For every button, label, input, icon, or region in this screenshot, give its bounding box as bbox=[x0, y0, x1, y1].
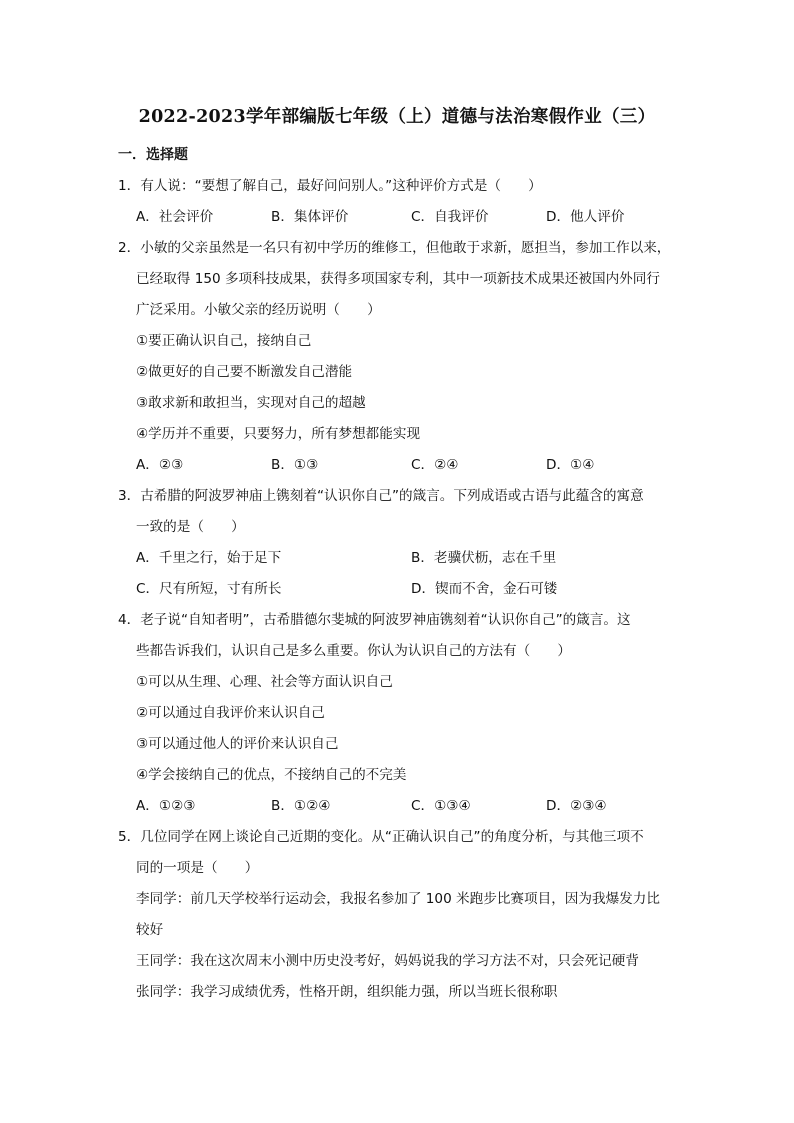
option-c: C．尺有所短，寸有所长 bbox=[136, 581, 282, 597]
statement-item: ③敢求新和敢担当，实现对自己的超越 bbox=[136, 395, 366, 411]
options-row bbox=[0, 574, 794, 605]
question-5 bbox=[0, 822, 794, 1008]
student-statement: 张同学：我学习成绩优秀，性格开朗，组织能力强，所以当班长很称职 bbox=[136, 984, 558, 1000]
question-stem: 一致的是（ ） bbox=[136, 519, 245, 535]
statement-item: ②做更好的自己要不断激发自己潜能 bbox=[136, 364, 353, 380]
option-c: C．①③④ bbox=[411, 798, 471, 814]
option-b: B．①③ bbox=[271, 457, 319, 473]
option-d: D．①④ bbox=[546, 457, 595, 473]
option-a: A．①②③ bbox=[136, 798, 196, 814]
statement-item: ②可以通过自我评价来认识自己 bbox=[136, 705, 325, 721]
option-a: A．②③ bbox=[136, 457, 184, 473]
options-row bbox=[0, 202, 794, 233]
section-heading: 一．选择题 bbox=[118, 147, 188, 163]
question-stem: 3．古希腊的阿波罗神庙上镌刻着“认识你自己”的箴言。下列成语或古语与此蕴含的寓意 bbox=[118, 488, 644, 504]
option-b: B．老骥伏枥，志在千里 bbox=[411, 550, 557, 566]
option-b: B．①②④ bbox=[271, 798, 331, 814]
student-statement: 王同学：我在这次周末小测中历史没考好，妈妈说我的学习方法不对，只会死记硬背 bbox=[136, 953, 639, 969]
question-stem: 4．老子说“自知者明”，古希腊德尔斐城的阿波罗神庙镌刻着“认识你自己”的箴言。这 bbox=[118, 612, 631, 628]
statement-item: ④学会接纳自己的优点，不接纳自己的不完美 bbox=[136, 767, 407, 783]
question-stem: 2．小敏的父亲虽然是一名只有初中学历的维修工，但他敢于求新，愿担当，参加工作以来， bbox=[118, 240, 671, 256]
student-statement: 李同学：前几天学校举行运动会，我报名参加了 100 米跑步比赛项目，因为我爆发力比 bbox=[136, 891, 660, 907]
question-3 bbox=[0, 481, 794, 605]
question-4 bbox=[0, 605, 794, 822]
options-row bbox=[0, 450, 794, 481]
option-a: A．社会评价 bbox=[136, 209, 214, 225]
option-c: C．自我评价 bbox=[411, 209, 489, 225]
question-stem: 些都告诉我们，认识自己是多么重要。你认为认识自己的方法有（ ） bbox=[136, 643, 571, 659]
question-2 bbox=[0, 233, 794, 481]
question-stem: 5．几位同学在网上谈论自己近期的变化。从“正确认识自己”的角度分析，与其他三项不 bbox=[118, 829, 644, 845]
document-title: 2022-2023学年部编版七年级（上）道德与法治寒假作业（三） bbox=[138, 107, 656, 127]
statement-item: ①可以从生理、心理、社会等方面认识自己 bbox=[136, 674, 393, 690]
options-row bbox=[0, 791, 794, 822]
question-1 bbox=[0, 171, 794, 233]
option-d: D．锲而不舍，金石可镂 bbox=[411, 581, 558, 597]
options-row bbox=[0, 543, 794, 574]
question-list bbox=[0, 171, 794, 1008]
question-stem: 广泛采用。小敏父亲的经历说明（ ） bbox=[136, 302, 381, 318]
question-stem: 已经取得 150 多项科技成果，获得多项国家专利，其中一项新技术成果还被国内外同行 bbox=[136, 271, 660, 287]
option-b: B．集体评价 bbox=[271, 209, 349, 225]
question-stem: 同的一项是（ ） bbox=[136, 860, 259, 876]
option-a: A．千里之行，始于足下 bbox=[136, 550, 282, 566]
option-d: D．他人评价 bbox=[546, 209, 625, 225]
statement-item: ④学历并不重要，只要努力，所有梦想都能实现 bbox=[136, 426, 421, 442]
question-stem: 1．有人说：“要想了解自己，最好问问别人。”这种评价方式是（ ） bbox=[118, 178, 542, 194]
statement-item: ③可以通过他人的评价来认识自己 bbox=[136, 736, 339, 752]
student-statement: 较好 bbox=[136, 922, 164, 938]
option-d: D．②③④ bbox=[546, 798, 607, 814]
statement-item: ①要正确认识自己，接纳自己 bbox=[136, 333, 312, 349]
option-c: C．②④ bbox=[411, 457, 459, 473]
